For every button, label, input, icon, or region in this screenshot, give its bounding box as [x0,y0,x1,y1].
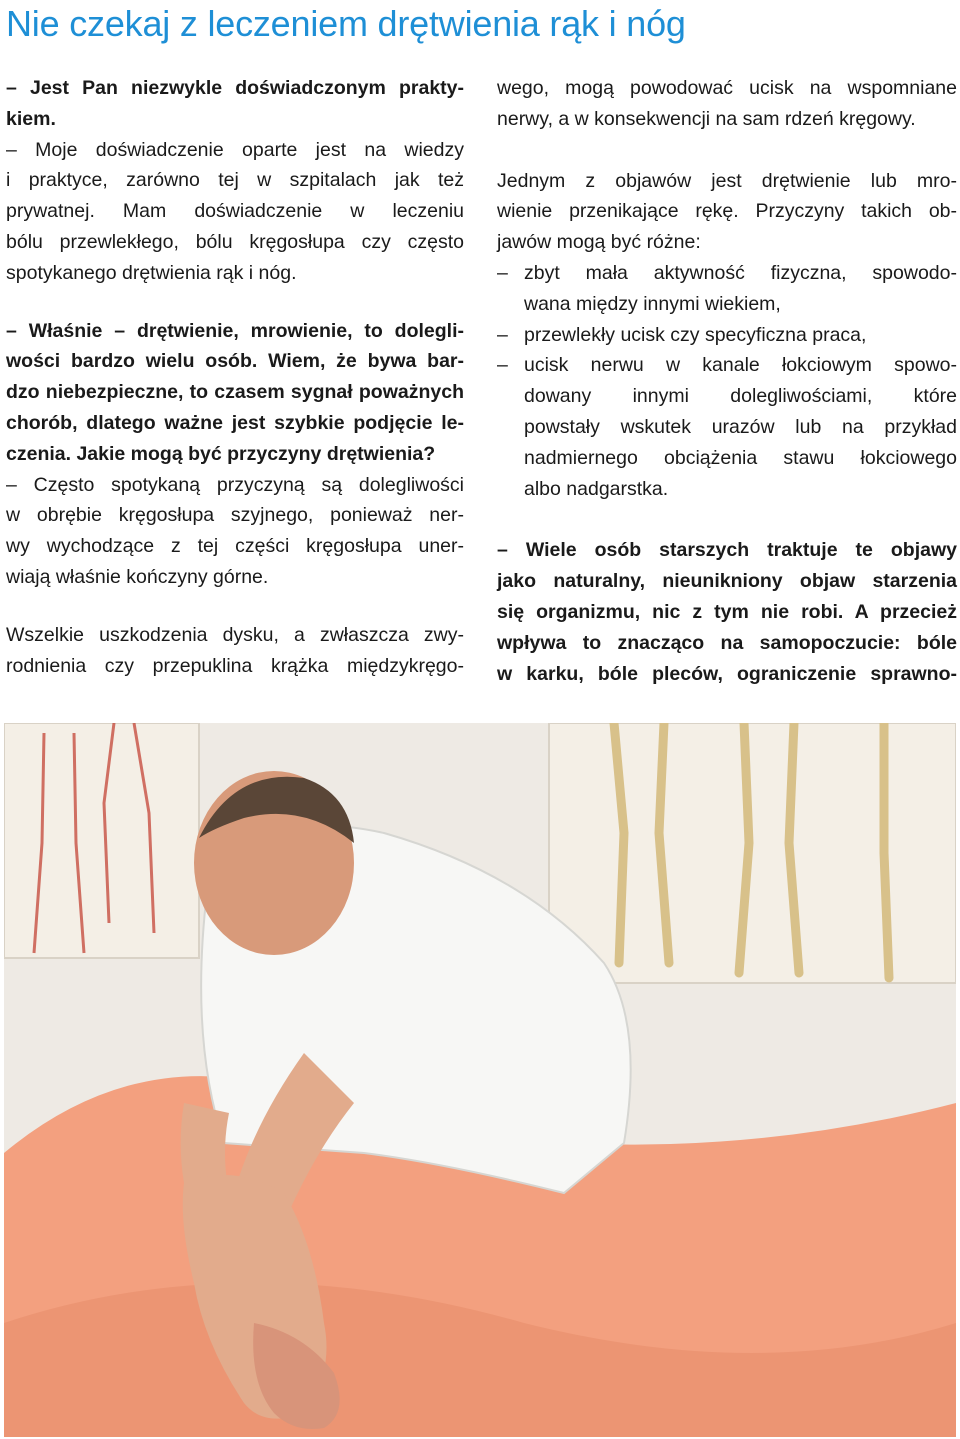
paragraph-line: rodnienia czy przepuklina krążka międzykręgo- [6,654,464,677]
answer-line: w obrębie kręgosłupa szyjnego, ponieważ ner- [6,504,464,527]
bullet-dash: – [497,261,508,284]
list-item-line: przewlekły ucisk czy specyficzna praca, [524,323,867,346]
list-item-line: zbyt mała aktywność fizyczna, spowodo- [524,261,957,284]
question-line: w karku, bóle pleców, ograniczenie sprawno- [497,662,957,685]
paragraph-line: jawów mogą być różne: [497,231,701,254]
answer-line: bólu przewlekłego, bólu kręgosłupa czy często [6,230,464,253]
answer-line: wiają właśnie kończyny górne. [6,565,269,588]
article-title: Nie czekaj z leczeniem drętwienia rąk i nóg [6,3,686,44]
question-line: się organizmu, nic z tym nie robi. A przecież [497,600,957,623]
massage-photo [4,723,956,1437]
question-line: kiem. [6,107,56,130]
question-line: – Wiele osób starszych traktuje te objawy [497,539,957,562]
answer-line: i praktyce, zarówno tej w szpitalach jak też [6,169,464,192]
answer-line: – Moje doświadczenie oparte jest na wiedzy [6,138,464,161]
answer-line: wy wychodzące z tej części kręgosłupa uner- [6,535,464,558]
right-column [497,73,957,689]
bullet-dash: – [497,354,508,377]
list-item-line: ucisk nerwu w kanale łokciowym spowo- [524,354,957,377]
left-column [6,73,464,681]
question-line: jako naturalny, nieunikniony objaw starzenia [497,570,957,593]
bullet-dash: – [497,323,508,346]
list-item-line: dowany innymi dolegliwościami, które [524,385,957,408]
list-item [497,258,957,320]
list-item-line: nadmiernego obciążenia stawu łokciowego [524,446,957,469]
answer-line: prywatnej. Mam doświadczenie w leczeniu [6,200,464,223]
list-item [497,350,957,504]
question-line: wości bardzo wielu osób. Wiem, że bywa bar- [6,350,464,373]
paragraph-line: wienie przenikające rękę. Przyczyny takich ob- [497,200,957,223]
question-line: czenia. Jakie mogą być przyczyny drętwienia? [6,442,436,465]
question-line: dzo niebezpieczne, to czasem sygnał poważnych [6,381,464,404]
list-item [497,320,957,351]
answer-line: spotykanego drętwienia rąk i nóg. [6,261,297,284]
list-item-line: powstały wskutek urazów lub na przykład [524,415,957,438]
paragraph-line: Wszelkie uszkodzenia dysku, a zwłaszcza zwy- [6,623,464,646]
question-line: chorób, dlatego ważne jest szybkie podjęcie le- [6,411,464,434]
paragraph-line: nerwy, a w konsekwencji na sam rdzeń kręgowy. [497,107,916,130]
question-line: – Właśnie – drętwienie, mrowienie, to dolegli- [6,319,464,342]
paragraph-line: Jednym z objawów jest drętwienie lub mro- [497,169,957,192]
paragraph-line: wego, mogą powodować ucisk na wspomniane [497,77,957,99]
list-item-line: albo nadgarstka. [524,477,669,500]
anatomy-poster-left [4,723,199,958]
question-line: – Jest Pan niezwykle doświadczonym prakty- [6,77,464,99]
answer-line: – Często spotykaną przyczyną są dolegliwości [6,473,464,496]
list-item-line: wana między innymi wiekiem, [524,292,781,315]
question-line: wpływa to znacząco na samopoczucie: bóle [497,631,957,654]
